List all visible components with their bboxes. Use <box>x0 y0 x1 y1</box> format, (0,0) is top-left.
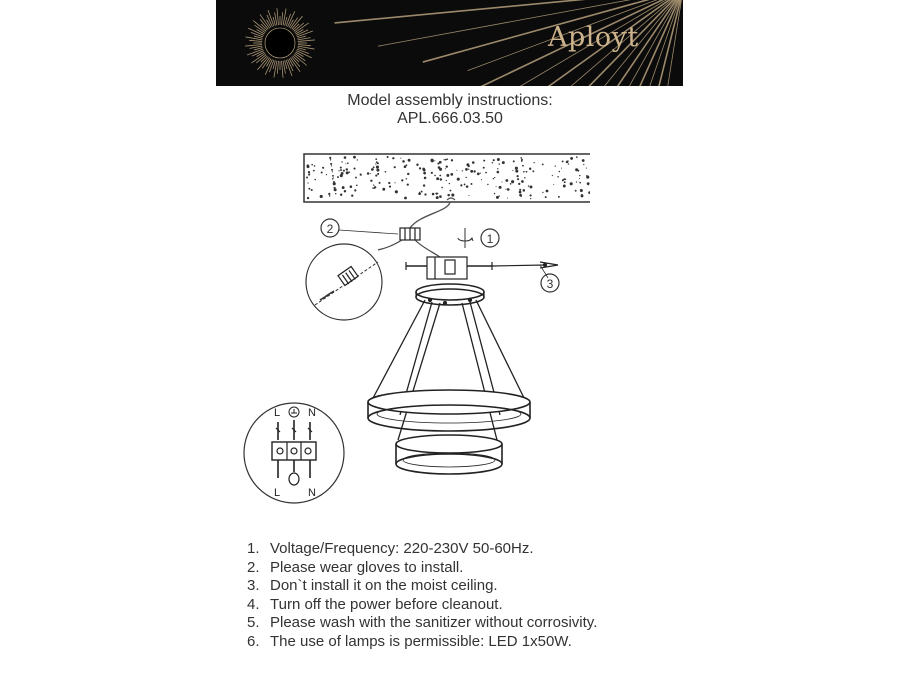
model-number: APL.666.03.50 <box>397 110 503 127</box>
instruction-item <box>247 596 597 615</box>
lower-led-ring <box>396 435 502 474</box>
instruction-number: 4. <box>247 595 260 613</box>
suspension-cables <box>372 300 525 440</box>
brand-banner <box>216 0 683 86</box>
power-cable <box>410 202 450 228</box>
terminal-connector <box>400 228 420 240</box>
wire-label-neutral-top: N <box>308 407 316 419</box>
instructions-list <box>247 540 597 652</box>
wiring-detail <box>244 403 344 503</box>
instruction-number: 1. <box>247 540 260 557</box>
mounting-bracket <box>406 257 558 279</box>
instruction-text: Turn off the power before cleanout. <box>270 595 503 613</box>
instruction-number: 3. <box>247 577 260 595</box>
instruction-text: Please wash with the sanitizer without corrosivity. <box>270 614 598 632</box>
step-3-callout <box>540 265 559 292</box>
upper-led-ring <box>368 390 530 431</box>
instruction-text: Don`t install it on the moist ceiling. <box>270 577 498 595</box>
instruction-item <box>247 633 597 652</box>
canopy-disk <box>416 284 484 305</box>
page-title: Model assembly instructions: <box>347 92 553 109</box>
instruction-item <box>247 614 597 633</box>
instruction-number: 2. <box>247 558 260 576</box>
instruction-item <box>247 577 597 596</box>
step-1-marker: 1 <box>486 232 494 246</box>
ceiling-block <box>304 154 590 202</box>
wire-label-neutral-bottom: N <box>308 487 316 499</box>
instruction-number: 5. <box>247 614 260 632</box>
instruction-text: Voltage/Frequency: 220-230V 50-60Hz. <box>270 540 534 557</box>
instruction-item <box>247 540 597 559</box>
brand-logo-text: Aployt <box>548 22 639 53</box>
instruction-text: Please wear gloves to install. <box>270 558 464 576</box>
instruction-text: The use of lamps is permissible: LED 1x50W. <box>270 632 572 650</box>
instruction-number: 6. <box>247 632 260 650</box>
assembly-diagram <box>230 140 590 515</box>
sunburst-icon <box>245 8 315 78</box>
instruction-item <box>247 559 597 578</box>
step-2-marker: 2 <box>326 222 334 236</box>
step-2-callout <box>321 219 398 237</box>
wire-label-live-top: L <box>274 407 281 419</box>
step-1-callout <box>458 228 499 248</box>
wire-label-live-bottom: L <box>274 487 281 499</box>
step-3-marker: 3 <box>546 277 554 291</box>
wire-connection-detail <box>306 244 382 320</box>
